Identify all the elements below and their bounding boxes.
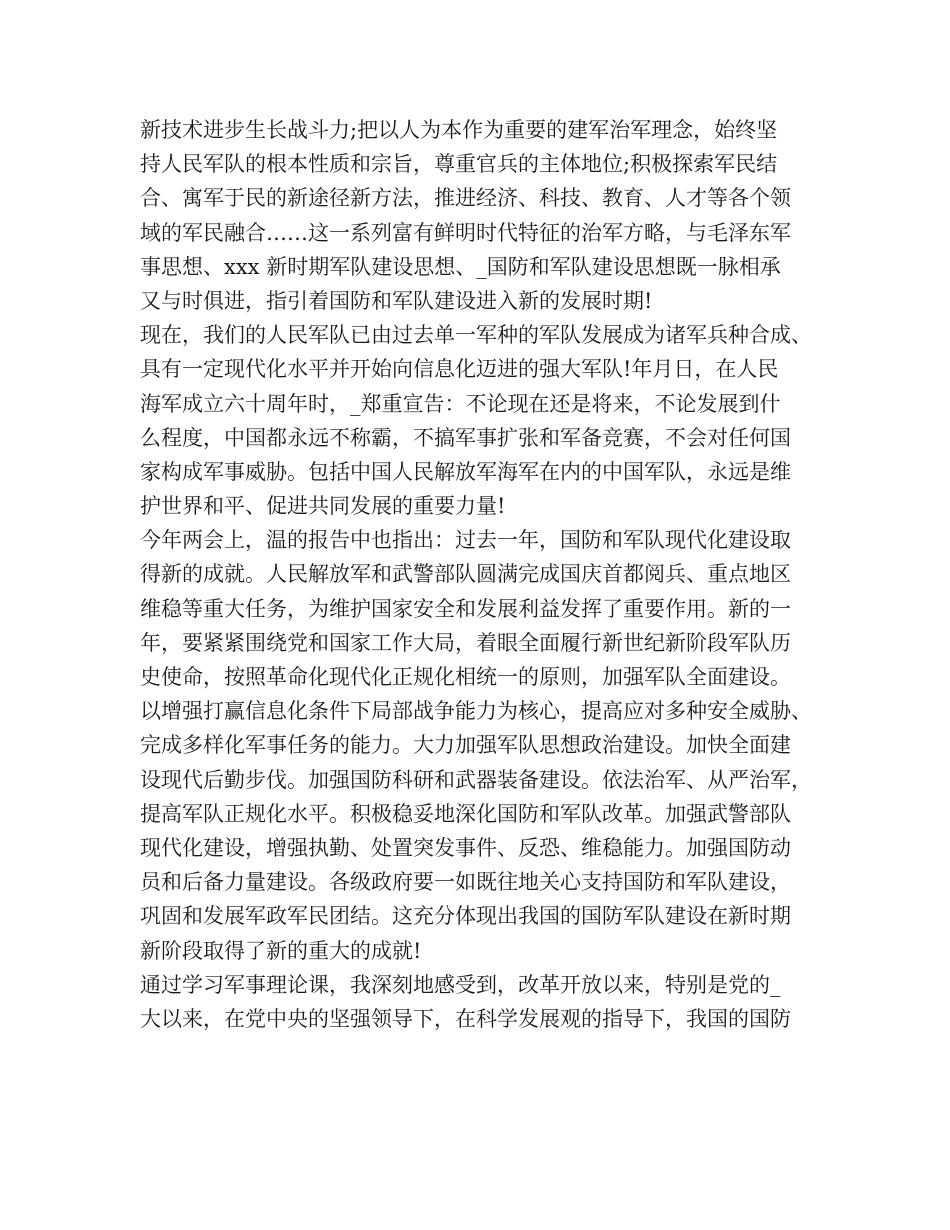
text-line: 域的军民融合……这一系列富有鲜明时代特征的治军方略，与毛泽东军 [140, 220, 791, 245]
text-line: 家构成军事威胁。包括中国人民解放军海军在内的中国军队，永远是维 [140, 459, 791, 484]
text-line: 现代化建设，增强执勤、处置突发事件、反恐、维稳能力。加强国防动 [140, 835, 791, 860]
text-line: 合、寓军于民的新途径新方法，推进经济、科技、教育、人才等各个领 [140, 186, 791, 211]
text-line: 现在，我们的人民军队已由过去单一军种的军队发展成为诸军兵种合成、 [140, 323, 812, 348]
text-line: 巩固和发展军政军民团结。这充分体现出我国的国防军队建设在新时期 [140, 904, 791, 929]
text-line: 海军成立六十周年时，_郑重宣告：不论现在还是将来，不论发展到什 [140, 391, 781, 416]
text-line: 维稳等重大任务，为维护国家安全和发展利益发挥了重要作用。新的一 [140, 596, 791, 621]
text-line: 大以来，在党中央的坚强领导下，在科学发展观的指导下，我国的国防 [140, 1006, 791, 1031]
text-line: 新阶段取得了新的重大的成就! [140, 938, 422, 963]
text-line: 得新的成就。人民解放军和武警部队圆满完成国庆首都阅兵、重点地区 [140, 562, 791, 587]
text-line: 史使命，按照革命化现代化正规化相统一的原则，加强军队全面建设。 [140, 665, 791, 689]
text-line: 又与时俱进，指引着国防和军队建设进入新的发展时期! [140, 288, 653, 313]
text-line: 新技术进步生长战斗力;把以人为本作为重要的建军治军理念，始终坚 [140, 118, 778, 142]
body-text [140, 113, 830, 1036]
text-line: 设现代后勤步伐。加强国防科研和武器装备建设。依法治军、从严治军， [140, 767, 812, 792]
text-line: 员和后备力量建设。各级政府要一如既往地关心支持国防和军队建设， [140, 870, 791, 895]
text-line: 提高军队正规化水平。积极稳妥地深化国防和军队改革。加强武警部队 [140, 801, 791, 826]
text-line: 以增强打赢信息化条件下局部战争能力为核心，提高应对多种安全威胁、 [140, 699, 812, 724]
text-line: 今年两会上，温的报告中也指出：过去一年，国防和军队现代化建设取 [140, 528, 791, 553]
text-line: 事思想、xxx 新时期军队建设思想、_国防和军队建设思想既一脉相承 [140, 254, 781, 279]
text-line: 通过学习军事理论课，我深刻地感受到，改革开放以来，特别是党的_ [140, 972, 781, 997]
text-line: 护世界和平、促进共同发展的重要力量! [140, 494, 506, 519]
text-line: 完成多样化军事任务的能力。大力加强军队思想政治建设。加快全面建 [140, 733, 791, 758]
text-line: 具有一定现代化水平并开始向信息化迈进的强大军队!年月日，在人民 [140, 357, 779, 382]
text-line: 么程度，中国都永远不称霸，不搞军事扩张和军备竞赛，不会对任何国 [140, 425, 791, 450]
text-line: 年，要紧紧围绕党和国家工作大局，着眼全面履行新世纪新阶段军队历 [140, 630, 791, 655]
text-line: 持人民军队的根本性质和宗旨，尊重官兵的主体地位;积极探索军民结 [140, 152, 778, 177]
